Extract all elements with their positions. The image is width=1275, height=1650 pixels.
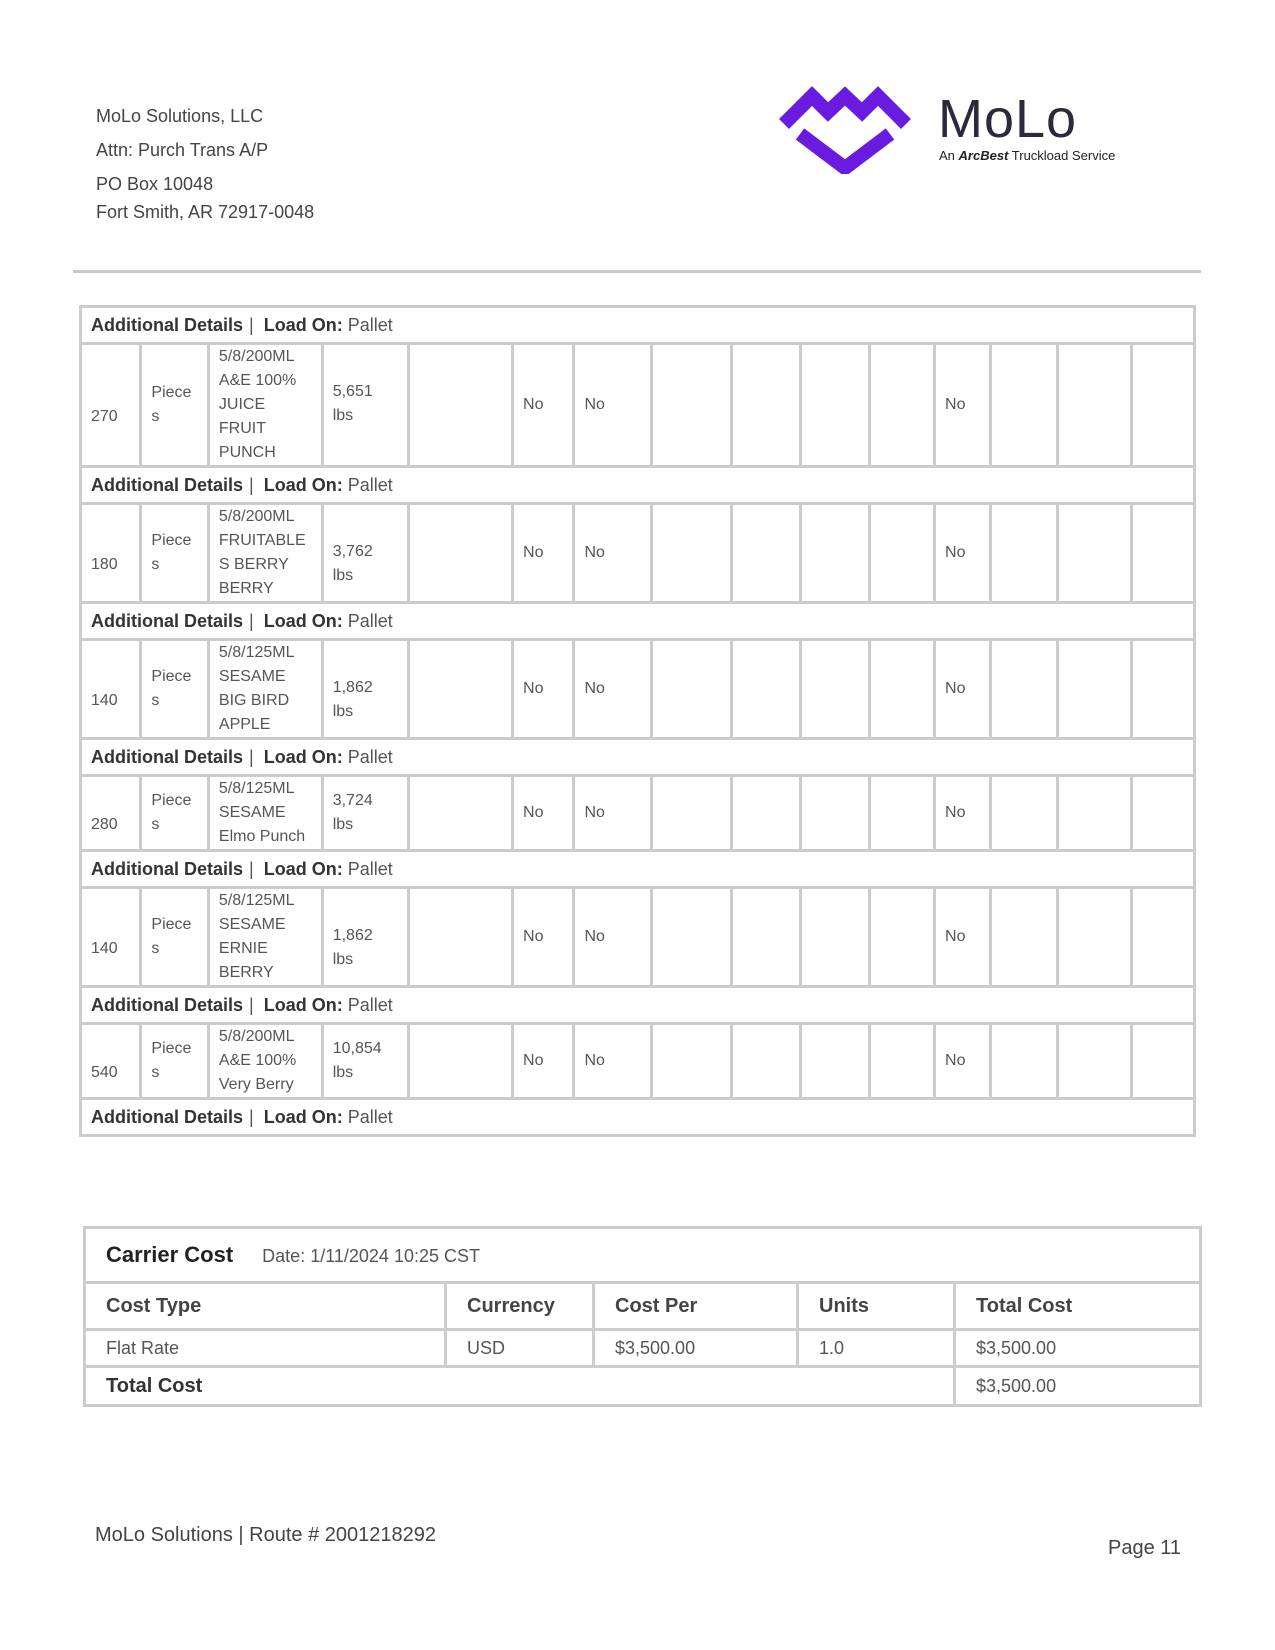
empty-cell: [409, 888, 513, 987]
logo-wordmark: MoLo: [938, 89, 1078, 149]
empty-cell: [731, 1024, 800, 1099]
description-cell: 5/8/125ML SESAME ERNIE BERRY: [208, 888, 322, 987]
flag1-cell: No: [513, 640, 574, 739]
flag2-cell: No: [574, 1024, 652, 1099]
additional-details-row: Additional Details | Load On: Pallet: [81, 987, 1195, 1024]
cost-type-cell: Flat Rate: [85, 1330, 446, 1367]
flag1-cell: No: [513, 504, 574, 603]
additional-details-row: Additional Details | Load On: Pallet: [81, 851, 1195, 888]
flag3-cell: No: [935, 640, 991, 739]
empty-cell: [652, 776, 732, 851]
flag3-cell: No: [935, 1024, 991, 1099]
flag2-cell: No: [574, 344, 652, 467]
weight-cell: 1,862 lbs: [322, 888, 409, 987]
carrier-cost-date: Date: 1/11/2024 10:25 CST: [262, 1246, 480, 1266]
carrier-cost-title: Carrier Cost: [106, 1242, 234, 1267]
unit-cell: Piece s: [141, 504, 208, 603]
header-currency: Currency: [446, 1283, 594, 1330]
empty-cell: [801, 1024, 869, 1099]
empty-cell: [869, 344, 934, 467]
currency-cell: USD: [446, 1330, 594, 1367]
carrier-cost-table: [83, 1226, 1202, 1407]
description-cell: 5/8/200ML A&E 100% JUICE FRUIT PUNCH: [208, 344, 322, 467]
empty-cell: [801, 640, 869, 739]
empty-cell: [991, 776, 1057, 851]
empty-cell: [801, 888, 869, 987]
quantity-cell: 180: [81, 504, 141, 603]
weight-cell: 5,651 lbs: [322, 344, 409, 467]
quantity-cell: 140: [81, 640, 141, 739]
flag3-cell: No: [935, 888, 991, 987]
empty-cell: [652, 888, 732, 987]
additional-details-row: Additional Details | Load On: Pallet: [81, 739, 1195, 776]
flag2-cell: No: [574, 504, 652, 603]
empty-cell: [991, 888, 1057, 987]
empty-cell: [1132, 888, 1195, 987]
cost-per-cell: $3,500.00: [594, 1330, 798, 1367]
flag3-cell: No: [935, 504, 991, 603]
empty-cell: [869, 888, 934, 987]
description-cell: 5/8/200ML FRUITABLE S BERRY BERRY: [208, 504, 322, 603]
empty-cell: [731, 640, 800, 739]
weight-cell: 1,862 lbs: [322, 640, 409, 739]
empty-cell: [731, 344, 800, 467]
total-row: [85, 1367, 1201, 1406]
line-item-row: [81, 640, 1195, 739]
flag2-cell: No: [574, 640, 652, 739]
address-company: MoLo Solutions, LLC: [96, 106, 264, 126]
empty-cell: [1057, 1024, 1132, 1099]
empty-cell: [1057, 640, 1132, 739]
cost-header-row: [85, 1283, 1201, 1330]
line-item-row: [81, 1024, 1195, 1099]
empty-cell: [801, 504, 869, 603]
empty-cell: [801, 344, 869, 467]
line-item-row: [81, 504, 1195, 603]
empty-cell: [731, 504, 800, 603]
quantity-cell: 540: [81, 1024, 141, 1099]
additional-details-row: Additional Details | Load On: Pallet: [81, 467, 1195, 504]
empty-cell: [869, 504, 934, 603]
address-city: Fort Smith, AR 72917-0048: [96, 202, 315, 222]
line-item-row: [81, 888, 1195, 987]
footer-route: MoLo Solutions | Route # 2001218292: [95, 1524, 437, 1546]
empty-cell: [1132, 776, 1195, 851]
empty-cell: [1057, 776, 1132, 851]
empty-cell: [1132, 344, 1195, 467]
address-po-box: PO Box 10048: [96, 174, 214, 194]
weight-cell: 10,854 lbs: [322, 1024, 409, 1099]
empty-cell: [731, 776, 800, 851]
flag1-cell: No: [513, 888, 574, 987]
unit-cell: Piece s: [141, 776, 208, 851]
additional-details-row: Additional Details | Load On: Pallet: [81, 1099, 1195, 1136]
empty-cell: [409, 776, 513, 851]
empty-cell: [1132, 504, 1195, 603]
flag1-cell: No: [513, 1024, 574, 1099]
empty-cell: [991, 504, 1057, 603]
page-number: Page 11: [1108, 1537, 1182, 1559]
empty-cell: [409, 640, 513, 739]
header-units: Units: [798, 1283, 955, 1330]
empty-cell: [409, 344, 513, 467]
molo-logo: [778, 84, 1158, 176]
header-divider: [73, 270, 1201, 273]
quantity-cell: 280: [81, 776, 141, 851]
quantity-cell: 270: [81, 344, 141, 467]
additional-details-row: Additional Details | Load On: Pallet: [81, 307, 1195, 344]
header-total-cost: Total Cost: [955, 1283, 1201, 1330]
units-cell: 1.0: [798, 1330, 955, 1367]
flag1-cell: No: [513, 776, 574, 851]
empty-cell: [991, 1024, 1057, 1099]
unit-cell: Piece s: [141, 888, 208, 987]
total-cost-cell: $3,500.00: [955, 1330, 1201, 1367]
empty-cell: [869, 1024, 934, 1099]
description-cell: 5/8/125ML SESAME BIG BIRD APPLE: [208, 640, 322, 739]
empty-cell: [869, 640, 934, 739]
description-cell: 5/8/125ML SESAME Elmo Punch: [208, 776, 322, 851]
flag3-cell: No: [935, 776, 991, 851]
empty-cell: [731, 888, 800, 987]
flag2-cell: No: [574, 776, 652, 851]
unit-cell: Piece s: [141, 1024, 208, 1099]
empty-cell: [1132, 1024, 1195, 1099]
empty-cell: [869, 776, 934, 851]
empty-cell: [1057, 888, 1132, 987]
unit-cell: Piece s: [141, 640, 208, 739]
address-attn: Attn: Purch Trans A/P: [96, 140, 269, 160]
additional-details-row: Additional Details | Load On: Pallet: [81, 603, 1195, 640]
empty-cell: [1057, 344, 1132, 467]
empty-cell: [991, 640, 1057, 739]
weight-cell: 3,762 lbs: [322, 504, 409, 603]
empty-cell: [991, 344, 1057, 467]
empty-cell: [1132, 640, 1195, 739]
empty-cell: [801, 776, 869, 851]
empty-cell: [652, 640, 732, 739]
empty-cell: [409, 1024, 513, 1099]
flag3-cell: No: [935, 344, 991, 467]
unit-cell: Piece s: [141, 344, 208, 467]
empty-cell: [1057, 504, 1132, 603]
flag2-cell: No: [574, 888, 652, 987]
header-cost-type: Cost Type: [85, 1283, 446, 1330]
cost-row: [85, 1330, 1201, 1367]
flag1-cell: No: [513, 344, 574, 467]
line-item-row: [81, 344, 1195, 467]
empty-cell: [652, 344, 732, 467]
header-cost-per: Cost Per: [594, 1283, 798, 1330]
quantity-cell: 140: [81, 888, 141, 987]
molo-logo-mark-icon: [778, 84, 912, 174]
total-cost-label: Total Cost: [85, 1367, 955, 1406]
total-cost-value: $3,500.00: [955, 1367, 1201, 1406]
description-cell: 5/8/200ML A&E 100% Very Berry: [208, 1024, 322, 1099]
empty-cell: [409, 504, 513, 603]
shipment-lines-table: [79, 305, 1196, 1137]
carrier-cost-header: [85, 1228, 1201, 1283]
line-item-row: [81, 776, 1195, 851]
logo-tagline: An ArcBest Truckload Service: [939, 148, 1116, 163]
empty-cell: [652, 1024, 732, 1099]
weight-cell: 3,724 lbs: [322, 776, 409, 851]
empty-cell: [652, 504, 732, 603]
